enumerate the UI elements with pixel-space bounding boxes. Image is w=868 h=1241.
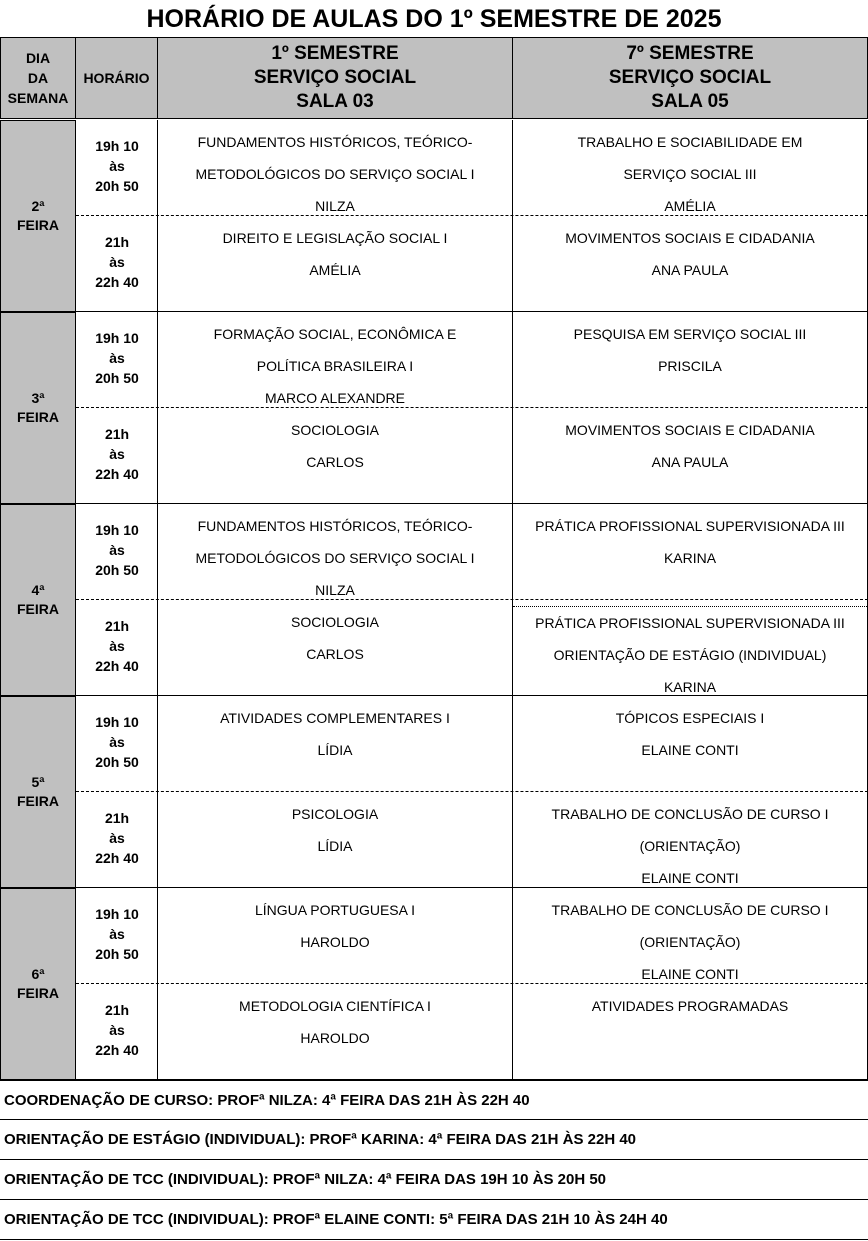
subject-line: MOVIMENTOS SOCIAIS E CIDADANIA bbox=[565, 422, 815, 438]
time-start: 21h bbox=[104, 618, 130, 634]
time-end: 22h 40 bbox=[95, 658, 139, 674]
subject-line: METODOLÓGICOS DO SERVIÇO SOCIAL I bbox=[195, 550, 475, 566]
semester7-header-line: SALA 05 bbox=[651, 91, 729, 112]
day-block bbox=[0, 312, 868, 504]
subject-line: CARLOS bbox=[306, 646, 364, 662]
subject-line: HAROLDO bbox=[300, 934, 370, 950]
day-number: 6ª bbox=[31, 966, 45, 982]
subject-line: PSICOLOGIA bbox=[291, 806, 379, 822]
subject-line: TRABALHO DE CONCLUSÃO DE CURSO I bbox=[551, 806, 829, 822]
day-block bbox=[0, 504, 868, 696]
time-start: 21h bbox=[104, 810, 130, 826]
subject-line: LÍDIA bbox=[317, 742, 353, 758]
day-word: FEIRA bbox=[17, 217, 59, 233]
time-range bbox=[76, 504, 158, 600]
time-sep: às bbox=[109, 830, 125, 846]
subject-line: DIREITO E LEGISLAÇÃO SOCIAL I bbox=[222, 230, 448, 246]
time-end: 22h 40 bbox=[95, 274, 139, 290]
time-range bbox=[76, 216, 158, 312]
day-block bbox=[0, 696, 868, 888]
time-sep: às bbox=[109, 446, 125, 462]
time-sep: às bbox=[109, 638, 125, 654]
semester7-class-cell bbox=[513, 888, 867, 984]
subject-line: TÓPICOS ESPECIAIS I bbox=[615, 710, 765, 726]
subject-line: AMÉLIA bbox=[309, 262, 361, 278]
semester1-class-cell bbox=[158, 312, 512, 408]
subject-line: ELAINE CONTI bbox=[641, 742, 739, 758]
semester1-class-cell bbox=[158, 504, 512, 600]
time-start: 21h bbox=[104, 426, 130, 442]
subject-line: HAROLDO bbox=[300, 1030, 370, 1046]
subject-line: FUNDAMENTOS HISTÓRICOS, TEÓRICO- bbox=[197, 134, 473, 150]
day-column-header bbox=[0, 37, 76, 119]
time-sep: às bbox=[109, 1022, 125, 1038]
subject-line: KARINA bbox=[663, 550, 717, 566]
slot-divider bbox=[76, 407, 868, 408]
time-end: 22h 40 bbox=[95, 466, 139, 482]
day-header-line: DIA bbox=[25, 50, 51, 66]
day-number: 3ª bbox=[31, 390, 45, 406]
day-label bbox=[0, 504, 76, 696]
day-label bbox=[0, 312, 76, 504]
semester7-class-cell bbox=[513, 984, 867, 1080]
time-end: 22h 40 bbox=[95, 850, 139, 866]
semester7-class-cell bbox=[513, 504, 867, 600]
table-header bbox=[0, 37, 868, 121]
time-start: 19h 10 bbox=[95, 138, 139, 154]
subject-line: METODOLÓGICOS DO SERVIÇO SOCIAL I bbox=[195, 166, 475, 182]
semester7-class-cell bbox=[513, 216, 867, 312]
subject-line: POLÍTICA BRASILEIRA I bbox=[256, 358, 414, 374]
semester7-header-line: SERVIÇO SOCIAL bbox=[608, 67, 772, 88]
semester1-column-header bbox=[157, 37, 513, 119]
time-start: 19h 10 bbox=[95, 906, 139, 922]
time-sep: às bbox=[109, 926, 125, 942]
subject-line: NILZA bbox=[315, 582, 355, 598]
subject-line: PRÁTICA PROFISSIONAL SUPERVISIONADA III bbox=[513, 606, 867, 639]
semester1-class-cell bbox=[158, 600, 512, 696]
time-range bbox=[76, 696, 158, 792]
day-label bbox=[0, 120, 76, 312]
subject-line: FORMAÇÃO SOCIAL, ECONÔMICA E bbox=[213, 326, 457, 342]
time-end: 20h 50 bbox=[95, 178, 139, 194]
semester1-header-line: SERVIÇO SOCIAL bbox=[253, 67, 417, 88]
subject-line: ANA PAULA bbox=[651, 262, 729, 278]
subject-line: LÍDIA bbox=[317, 838, 353, 854]
day-label bbox=[0, 888, 76, 1080]
semester1-class-cell bbox=[158, 216, 512, 312]
semester7-header-line: 7º SEMESTRE bbox=[626, 43, 754, 64]
time-end: 20h 50 bbox=[95, 562, 139, 578]
semester1-class-cell bbox=[158, 120, 512, 216]
subject-line: (ORIENTAÇÃO) bbox=[639, 838, 741, 854]
time-range bbox=[76, 120, 158, 216]
subject-line: SOCIOLOGIA bbox=[291, 422, 379, 438]
subject-line: LÍNGUA PORTUGUESA I bbox=[254, 902, 415, 918]
time-end: 22h 40 bbox=[95, 1042, 139, 1058]
subject-line: KARINA bbox=[663, 679, 717, 695]
subject-line: ELAINE CONTI bbox=[641, 870, 739, 886]
time-range bbox=[76, 888, 158, 984]
day-word: FEIRA bbox=[17, 985, 59, 1001]
subject-line: TRABALHO DE CONCLUSÃO DE CURSO I bbox=[551, 902, 829, 918]
day-word: FEIRA bbox=[17, 601, 59, 617]
subject-line: METODOLOGIA CIENTÍFICA I bbox=[239, 998, 431, 1014]
day-number: 4ª bbox=[31, 582, 45, 598]
semester1-header-line: SALA 03 bbox=[296, 91, 374, 112]
subject-line: MOVIMENTOS SOCIAIS E CIDADANIA bbox=[565, 230, 815, 246]
subject-line: PESQUISA EM SERVIÇO SOCIAL III bbox=[573, 326, 807, 342]
time-start: 19h 10 bbox=[95, 330, 139, 346]
time-range bbox=[76, 984, 158, 1080]
day-word: FEIRA bbox=[17, 409, 59, 425]
subject-line: ANA PAULA bbox=[651, 454, 729, 470]
semester7-class-cell bbox=[513, 600, 867, 696]
subject-line: NILZA bbox=[315, 198, 355, 214]
semester7-class-cell bbox=[513, 696, 867, 792]
time-end: 20h 50 bbox=[95, 946, 139, 962]
time-sep: às bbox=[109, 254, 125, 270]
semester1-header-line: 1º SEMESTRE bbox=[271, 43, 399, 64]
footer-note: ORIENTAÇÃO DE ESTÁGIO (INDIVIDUAL): PROFª KARINA: 4ª FEIRA DAS 21H ÀS 22H 40 bbox=[0, 1120, 868, 1160]
time-sep: às bbox=[109, 542, 125, 558]
subject-line: ORIENTAÇÃO DE ESTÁGIO (INDIVIDUAL) bbox=[553, 647, 827, 663]
subject-line: FUNDAMENTOS HISTÓRICOS, TEÓRICO- bbox=[197, 518, 473, 534]
semester7-column-header bbox=[512, 37, 868, 119]
slot-divider bbox=[76, 215, 868, 216]
time-header-label: HORÁRIO bbox=[83, 70, 150, 86]
day-block bbox=[0, 888, 868, 1080]
subject-line: MARCO ALEXANDRE bbox=[264, 390, 406, 406]
day-block bbox=[0, 120, 868, 312]
time-range bbox=[76, 408, 158, 504]
subject-line: PRISCILA bbox=[658, 358, 722, 374]
slot-divider bbox=[76, 599, 868, 600]
day-header-line: DA bbox=[27, 70, 49, 86]
subject-line: ATIVIDADES COMPLEMENTARES I bbox=[220, 710, 450, 726]
subject-line: ATIVIDADES PROGRAMADAS bbox=[591, 998, 789, 1014]
slot-divider bbox=[76, 791, 868, 792]
subject-line: CARLOS bbox=[306, 454, 364, 470]
subject-line: TRABALHO E SOCIABILIDADE EM bbox=[577, 134, 803, 150]
day-number: 2ª bbox=[31, 198, 45, 214]
subject-line: SOCIOLOGIA bbox=[291, 614, 379, 630]
time-sep: às bbox=[109, 734, 125, 750]
time-range bbox=[76, 600, 158, 696]
subject-line: AMÉLIA bbox=[664, 198, 716, 214]
semester1-class-cell bbox=[158, 696, 512, 792]
page-title: HORÁRIO DE AULAS DO 1º SEMESTRE DE 2025 bbox=[146, 5, 722, 33]
subject-line: PRÁTICA PROFISSIONAL SUPERVISIONADA III bbox=[535, 518, 845, 534]
time-range bbox=[76, 792, 158, 888]
time-range bbox=[76, 312, 158, 408]
semester1-class-cell bbox=[158, 792, 512, 888]
slot-divider bbox=[76, 983, 868, 984]
semester7-class-cell bbox=[513, 792, 867, 888]
footer-note: ORIENTAÇÃO DE TCC (INDIVIDUAL): PROFª NILZA: 4ª FEIRA DAS 19H 10 ÀS 20H 50 bbox=[0, 1160, 868, 1200]
time-column-header bbox=[75, 37, 158, 119]
time-sep: às bbox=[109, 350, 125, 366]
subject-line: ELAINE CONTI bbox=[641, 966, 739, 982]
subject-line: (ORIENTAÇÃO) bbox=[639, 934, 741, 950]
footer-note: COORDENAÇÃO DE CURSO: PROFª NILZA: 4ª FEIRA DAS 21H ÀS 22H 40 bbox=[0, 1080, 868, 1120]
semester1-class-cell bbox=[158, 888, 512, 984]
time-start: 21h bbox=[104, 1002, 130, 1018]
day-label bbox=[0, 696, 76, 888]
footer-note: ORIENTAÇÃO DE TCC (INDIVIDUAL): PROFª ELAINE CONTI: 5ª FEIRA DAS 21H 10 ÀS 24H 40 bbox=[0, 1200, 868, 1240]
time-start: 19h 10 bbox=[95, 714, 139, 730]
semester1-class-cell bbox=[158, 408, 512, 504]
time-end: 20h 50 bbox=[95, 370, 139, 386]
day-word: FEIRA bbox=[17, 793, 59, 809]
semester7-class-cell bbox=[513, 120, 867, 216]
semester7-class-cell bbox=[513, 312, 867, 408]
semester1-class-cell bbox=[158, 984, 512, 1080]
time-sep: às bbox=[109, 158, 125, 174]
subject-line: SERVIÇO SOCIAL III bbox=[623, 166, 757, 182]
time-start: 21h bbox=[104, 234, 130, 250]
time-end: 20h 50 bbox=[95, 754, 139, 770]
day-number: 5ª bbox=[31, 774, 45, 790]
semester7-class-cell bbox=[513, 408, 867, 504]
day-header-line: SEMANA bbox=[7, 90, 69, 106]
time-start: 19h 10 bbox=[95, 522, 139, 538]
